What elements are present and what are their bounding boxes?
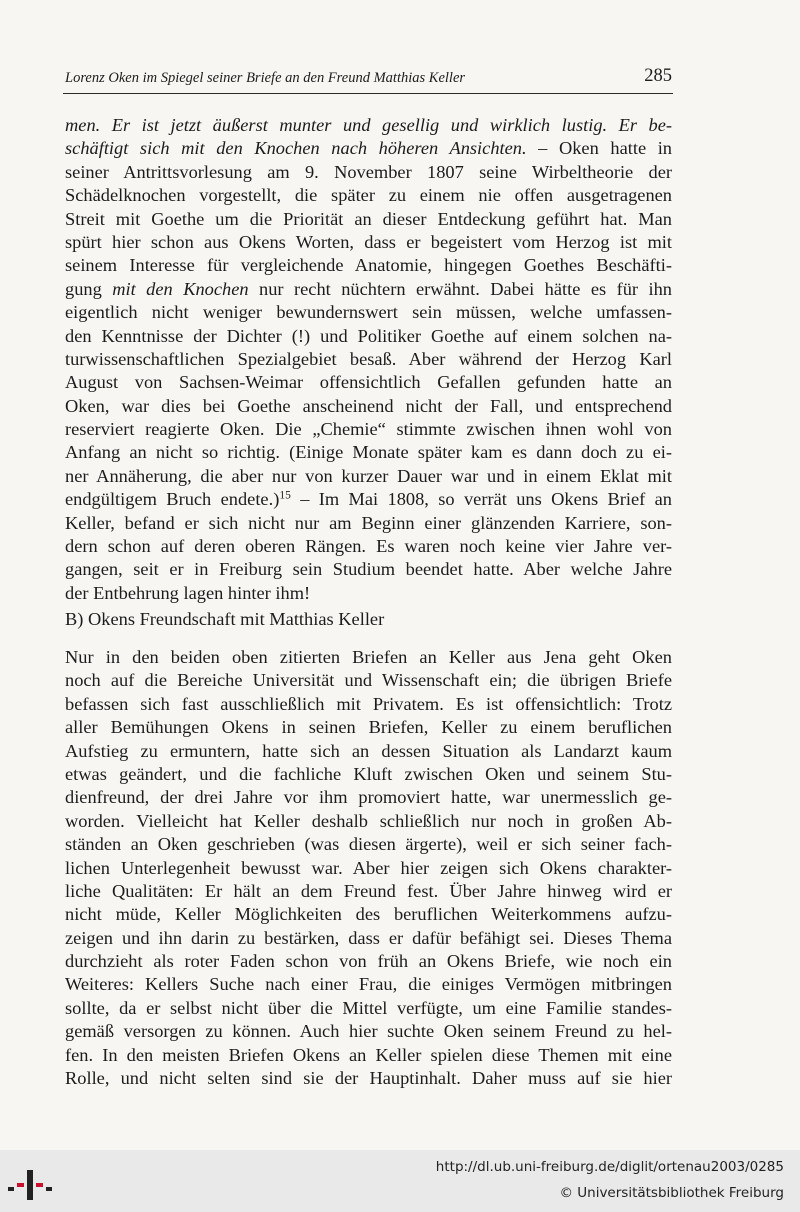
text-line: seinem Interesse für vergleichende Anatomie, hingegen Goethes Beschäfti- [65,255,672,276]
text-line: schäftigt sich mit den Knochen nach höheren Ansichten. – Oken hatte in [65,138,672,159]
text-line: men. Er ist jetzt äußerst munter und gesellig und wirklich lustig. Er be- [65,115,672,135]
text-line: Schädelknochen vorgestellt, die später zu einem nie offen ausgetragenen [65,185,672,206]
text-line: Oken, war dies bei Goethe anscheinend nicht der Fall, und entsprechend [65,395,672,416]
text-line: noch auf die Bereiche Universität und Wissenschaft ein; die übrigen Briefe [65,670,672,691]
text-line: gangen, seit er in Freiburg sein Studium beendet hatte. Aber welche Jahre [65,559,672,580]
text-line: August von Sachsen-Weimar offensichtlich Gefallen gefunden hatte an [65,372,672,393]
footnote-marker: 15 [279,489,291,502]
text-line: Keller, befand er sich nicht nur am Beginn einer glänzenden Karriere, son- [65,512,672,533]
header-rule [63,93,673,94]
text-line: nicht müde, Keller Möglichkeiten des beruflichen Weiterkommens aufzu- [65,904,672,925]
text-line: den Kenntnisse der Dichter (!) und Politiker Goethe auf einem solchen na- [65,325,672,346]
text-line: Streit mit Goethe um die Priorität an dieser Entdeckung geführt hat. Man [65,208,672,229]
text-line: durchzieht als roter Faden schon von früh an Okens Briefe, wie noch ein [65,951,672,972]
text-line: eigentlich nicht weniger bewundernswert sein müssen, welche umfassen- [65,302,672,323]
text-line: worden. Vielleicht hat Keller deshalb schließlich nur noch in großen Ab- [65,810,672,831]
running-title: Lorenz Oken im Spiegel seiner Briefe an den Freund Matthias Keller [65,70,466,86]
section-a-paragraph [65,114,672,605]
text-line: befassen sich fast ausschließlich mit Privatem. Es ist offensichtlich: Trotz [65,693,672,714]
text-line: dienfreund, der drei Jahre vor ihm promoviert hatte, war unermesslich ge- [65,787,672,808]
text-line: fen. In den meisten Briefen Okens an Keller spielen diese Themen mit eine [65,1044,672,1065]
page-number: 285 [644,66,672,86]
text-line: spürt hier schon aus Okens Worten, dass er begeistert vom Herzog ist mit [65,231,672,252]
text-line: sollte, da er selbst nicht über die Mittel verfügte, um eine Familie standes- [65,997,672,1018]
text-line: ner Annäherung, die aber nur von kurzer Dauer war und in einem Eklat mit [65,465,672,486]
permalink-url[interactable]: http://dl.ub.uni-freiburg.de/diglit/ortenau2003/0285 [435,1159,784,1175]
text-line: Weiteres: Kellers Suche nach einer Frau, die einiges Vermögen mitbringen [65,974,672,995]
text-line: Anfang an nicht so richtig. (Einige Monate später kam es dann doch zu ei- [65,442,672,463]
section-b-heading: B) Okens Freundschaft mit Matthias Keller [65,609,385,629]
running-header [65,66,672,92]
text-line: lichen Unterlegenheit bewusst war. Aber hier zeigen sich Okens charakter- [65,857,672,878]
text-line: zeigen und ihn darin zu bestärken, dass er dafür befähigt sei. Dieses Thema [65,927,672,948]
text-line: reserviert reagierte Oken. Die „Chemie“ stimmte zwischen ihnen wohl von [65,419,672,440]
text-line: Rolle, und nicht selten sind sie der Hauptinhalt. Daher muss auf sie hier [65,1068,672,1089]
text-line: gemäß versorgen zu können. Auch hier suchte Oken seinem Freund zu hel- [65,1021,672,1042]
copyright-notice: © Universitätsbibliothek Freiburg [559,1185,784,1201]
text-line: endgültigem Bruch endete.)$^{15}$ – Im Mai 1808, so verrät uns Okens Brief an [65,489,672,510]
text-line: gung mit den Knochen nur recht nüchtern erwähnt. Dabei hätte es für ihn [65,278,672,299]
text-line: aller Bemühungen Okens in seinen Briefen, Keller zu einem beruflichen [65,717,672,738]
text-line: Aufstieg zu ermuntern, hatte sich an dessen Situation als Landarzt kaum [65,740,672,761]
text-line: ständen an Oken geschrieben (was diesen ärgerte), weil er sich seiner fach- [65,834,672,855]
text-line: dern schon auf deren oberen Rängen. Es waren noch keine vier Jahre ver- [65,536,672,557]
text-line: Nur in den beiden oben zitierten Briefen an Keller aus Jena geht Oken [65,647,672,667]
text-line: seiner Antrittsvorlesung am 9. November 1807 seine Wirbeltheorie der [65,161,672,182]
footer-bar [0,1150,800,1212]
text-line: der Entbehrung lagen hinter ihm! [65,582,311,603]
text-line: liche Qualitäten: Er hält an dem Freund fest. Über Jahre hinweg wird er [65,880,672,901]
section-b-paragraph [65,646,672,1090]
text-line: turwissenschaftlichen Spezialgebiet besaß. Aber während der Herzog Karl [65,348,672,369]
digital-library-logo-icon [8,1163,52,1201]
text-line: etwas geändert, und die fachliche Kluft zwischen Oken und seinem Stu- [65,763,672,784]
